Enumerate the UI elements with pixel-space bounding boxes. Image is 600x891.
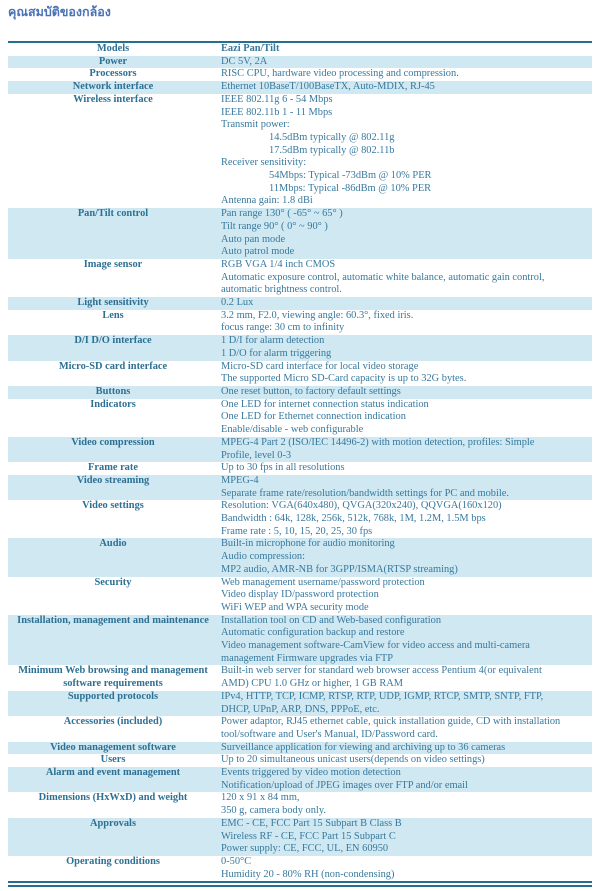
- spec-label: Minimum Web browsing and management software requirements: [18, 665, 208, 690]
- spec-label: Light sensitivity: [77, 297, 149, 309]
- table-row: [8, 742, 592, 755]
- table-row: [8, 335, 592, 360]
- spec-value-line: Audio compression:: [221, 551, 305, 563]
- spec-label: Micro-SD card interface: [58, 360, 168, 372]
- spec-value: [218, 742, 592, 755]
- spec-value: [218, 81, 592, 94]
- spec-value-line: Video management software-CamView for video access and multi-camera: [221, 640, 530, 652]
- spec-value-line: Profile, level 0-3: [221, 449, 292, 461]
- table-row: [8, 68, 592, 81]
- spec-value: [218, 56, 592, 69]
- spec-value: [218, 462, 592, 475]
- spec-value-line: 11Mbps: Typical -86dBm @ 10% PER: [269, 182, 432, 194]
- table-row: [8, 361, 592, 386]
- spec-value-line: Separate frame rate/resolution/bandwidth settings for PC and mobile.: [221, 487, 509, 499]
- spec-label: Security: [94, 576, 132, 588]
- spec-value: [218, 475, 592, 500]
- spec-value-line: Ethernet 10BaseT/100BaseTX, Auto-MDIX, RJ-45: [221, 81, 435, 93]
- spec-value: [218, 437, 592, 462]
- table-row: [8, 665, 592, 690]
- spec-value: [218, 386, 592, 399]
- table-row: [8, 577, 592, 615]
- spec-value: [218, 792, 592, 817]
- table-row: [8, 767, 592, 792]
- spec-value-line: One LED for Ethernet connection indication: [221, 411, 406, 423]
- spec-value-line: Events triggered by video motion detection: [221, 767, 401, 779]
- spec-value-line: Power supply: CE, FCC, UL, EN 60950: [221, 843, 389, 855]
- table-row: [8, 310, 592, 335]
- spec-value-line: tool/software and User's Manual, ID/Password card.: [221, 728, 438, 740]
- table-row: [8, 297, 592, 310]
- spec-value-line: RISC CPU, hardware video processing and compression.: [221, 68, 459, 80]
- spec-value-line: Built-in web server for standard web browser access Pentium 4(or equivalent: [221, 665, 542, 677]
- spec-value-line: Built-in microphone for audio monitoring: [221, 538, 395, 550]
- spec-value-line: Auto pan mode: [221, 233, 286, 245]
- spec-label: Installation, management and maintenance: [17, 614, 209, 626]
- spec-value-line: Eazi Pan/Tilt: [221, 43, 280, 54]
- spec-value: [218, 297, 592, 310]
- table-row: [8, 475, 592, 500]
- table-row: [8, 208, 592, 259]
- spec-label: Operating conditions: [66, 856, 160, 867]
- spec-label: D/I D/O interface: [74, 335, 152, 347]
- spec-label: Alarm and event management: [45, 767, 181, 779]
- table-row: [8, 399, 592, 437]
- spec-label: Video compression: [71, 436, 155, 448]
- spec-value-line: 14.5dBm typically @ 802.11g: [269, 131, 395, 143]
- spec-value-line: IPv4, HTTP, TCP, ICMP, RTSP, RTP, UDP, IGMP, RTCP, SMTP, SNTP, FTP,: [221, 690, 544, 702]
- spec-value-line: 350 g, camera body only.: [221, 805, 326, 817]
- spec-value-line: focus range: 30 cm to infinity: [221, 322, 345, 334]
- spec-value: [218, 68, 592, 81]
- spec-value: [218, 716, 592, 741]
- spec-label: Network interface: [72, 81, 154, 93]
- table-row: [8, 56, 592, 69]
- table-row: [8, 856, 592, 881]
- spec-value-line: Bandwidth : 64k, 128k, 256k, 512k, 768k, 1M, 1.2M, 1.5M bps: [221, 513, 486, 525]
- table-row: [8, 500, 592, 538]
- table-row: [8, 754, 592, 767]
- spec-label: Power: [98, 55, 128, 67]
- spec-value-line: Humidity 20 - 80% RH (non-condensing): [221, 868, 395, 880]
- spec-value-line: WiFi WEP and WPA security mode: [221, 601, 369, 613]
- spec-value: [218, 615, 592, 666]
- spec-label: Image sensor: [83, 258, 143, 270]
- spec-table: [8, 41, 592, 887]
- spec-value: [218, 856, 592, 881]
- spec-label: Frame rate: [88, 462, 138, 474]
- spec-value-line: MPEG-4 Part 2 (ISO/IEC 14496-2) with motion detection, profiles: Simple: [221, 436, 535, 448]
- spec-label: Audio: [99, 538, 127, 550]
- spec-value-line: DHCP, UPnP, ARP, DNS, PPPoE, etc.: [221, 703, 380, 715]
- table-row: [8, 462, 592, 475]
- spec-value-line: Up to 30 fps in all resolutions: [221, 462, 345, 474]
- spec-value-line: MP2 audio, AMR-NB for 3GPP/ISMA(RTSP streaming): [221, 563, 458, 575]
- spec-value-line: Installation tool on CD and Web-based configuration: [221, 614, 442, 626]
- spec-value-line: Video display ID/password protection: [221, 589, 379, 601]
- spec-value: [218, 94, 592, 208]
- spec-value-line: Tilt range 90° ( 0° ~ 90° ): [221, 220, 328, 232]
- spec-value: [218, 538, 592, 576]
- spec-value-line: Notification/upload of JPEG images over FTP and/or email: [221, 779, 468, 791]
- spec-value: [218, 665, 592, 690]
- spec-value-line: Automatic exposure control, automatic white balance, automatic gain control,: [221, 271, 545, 283]
- spec-value-line: Web management username/password protection: [221, 576, 425, 588]
- table-row: [8, 259, 592, 297]
- spec-value-line: EMC - CE, FCC Part 15 Subpart B Class B: [221, 817, 402, 829]
- spec-value-line: automatic brightness control.: [221, 284, 342, 296]
- spec-label: Buttons: [95, 385, 131, 397]
- spec-label: Video management software: [50, 741, 176, 753]
- spec-label: Indicators: [90, 398, 136, 410]
- spec-value-line: IEEE 802.11b 1 - 11 Mbps: [221, 106, 333, 118]
- spec-value: [218, 259, 592, 297]
- spec-table-body: [8, 43, 592, 881]
- spec-label: Supported protocols: [67, 690, 159, 702]
- spec-value-line: Transmit power:: [221, 119, 290, 131]
- spec-value: [218, 767, 592, 792]
- spec-value: [218, 310, 592, 335]
- table-row: [8, 81, 592, 94]
- spec-value-line: Up to 20 simultaneous unicast users(depends on video settings): [221, 754, 485, 766]
- spec-label: Video settings: [82, 500, 144, 512]
- spec-label: Pan/Tilt control: [77, 208, 149, 220]
- table-row: [8, 818, 592, 856]
- spec-label: Users: [100, 754, 126, 766]
- spec-value-line: DC 5V, 2A: [221, 55, 268, 67]
- spec-value-line: One LED for internet connection status indication: [221, 398, 429, 410]
- table-row: [8, 386, 592, 399]
- spec-value-line: 17.5dBm typically @ 802.11b: [269, 144, 395, 156]
- spec-value-line: 1 D/O for alarm triggering: [221, 347, 332, 359]
- spec-value-line: 1 D/I for alarm detection: [221, 335, 325, 347]
- spec-value-line: management Firmware upgrades via FTP: [221, 652, 393, 664]
- spec-value-line: Enable/disable - web configurable: [221, 424, 364, 436]
- spec-value-line: 0.2 Lux: [221, 297, 254, 309]
- spec-value-line: AMD) CPU 1.0 GHz or higher, 1 GB RAM: [221, 678, 403, 690]
- spec-label: Lens: [102, 309, 124, 321]
- spec-value: [218, 208, 592, 259]
- table-row: [8, 437, 592, 462]
- spec-label: Dimensions (HxWxD) and weight: [38, 792, 188, 804]
- table-row: [8, 538, 592, 576]
- spec-value-line: 120 x 91 x 84 mm,: [221, 792, 300, 804]
- spec-value-line: Receiver sensitivity:: [221, 157, 307, 169]
- spec-value: [218, 335, 592, 360]
- spec-value-line: One reset button, to factory default settings: [221, 385, 401, 397]
- spec-value-line: Frame rate : 5, 10, 15, 20, 25, 30 fps: [221, 525, 373, 537]
- spec-value: [218, 399, 592, 437]
- spec-value: [218, 500, 592, 538]
- spec-label: Processors: [89, 68, 137, 80]
- spec-value: [218, 818, 592, 856]
- spec-value-line: IEEE 802.11g 6 - 54 Mbps: [221, 93, 333, 105]
- table-row: [8, 792, 592, 817]
- spec-label: Video streaming: [76, 474, 150, 486]
- spec-value-line: 54Mbps: Typical -73dBm @ 10% PER: [269, 170, 432, 182]
- table-row: [8, 691, 592, 716]
- spec-value-line: 3.2 mm, F2.0, viewing angle: 60.3°, fixed iris.: [221, 309, 414, 321]
- spec-value-line: Antenna gain: 1.8 dBi: [221, 195, 313, 207]
- spec-label: Wireless interface: [73, 93, 153, 105]
- spec-value-line: Auto patrol mode: [221, 246, 295, 258]
- spec-value-line: RGB VGA 1/4 inch CMOS: [221, 258, 336, 270]
- table-row: [8, 615, 592, 666]
- table-row: [8, 43, 592, 56]
- spec-value: [218, 43, 592, 56]
- spec-value: [218, 691, 592, 716]
- spec-value-line: 0-50°C: [221, 856, 252, 867]
- spec-value-line: Wireless RF - CE, FCC Part 15 Subpart C: [221, 830, 396, 842]
- spec-label: Approvals: [89, 817, 136, 829]
- table-row: [8, 716, 592, 741]
- spec-value: [218, 361, 592, 386]
- spec-value-line: Power adaptor, RJ45 ethernet cable, quick installation guide, CD with installation: [221, 716, 561, 728]
- spec-value-line: Surveillance application for viewing and archiving up to 36 cameras: [221, 741, 506, 753]
- spec-value-line: MPEG-4: [221, 474, 259, 486]
- spec-value-line: Automatic configuration backup and restore: [221, 627, 405, 639]
- spec-value: [218, 754, 592, 767]
- spec-label: Accessories (included): [63, 716, 163, 728]
- spec-value: [218, 577, 592, 615]
- page-title: คุณสมบัติของกล้อง: [8, 4, 111, 19]
- spec-label: Models: [96, 43, 130, 54]
- spec-value-line: Pan range 130° ( -65° ~ 65° ): [221, 208, 343, 220]
- table-row: [8, 94, 592, 208]
- spec-value-line: Micro-SD card interface for local video storage: [221, 360, 419, 372]
- spec-value-line: The supported Micro SD-Card capacity is up to 32G bytes.: [221, 373, 467, 385]
- spec-value-line: Resolution: VGA(640x480), QVGA(320x240), QQVGA(160x120): [221, 500, 502, 512]
